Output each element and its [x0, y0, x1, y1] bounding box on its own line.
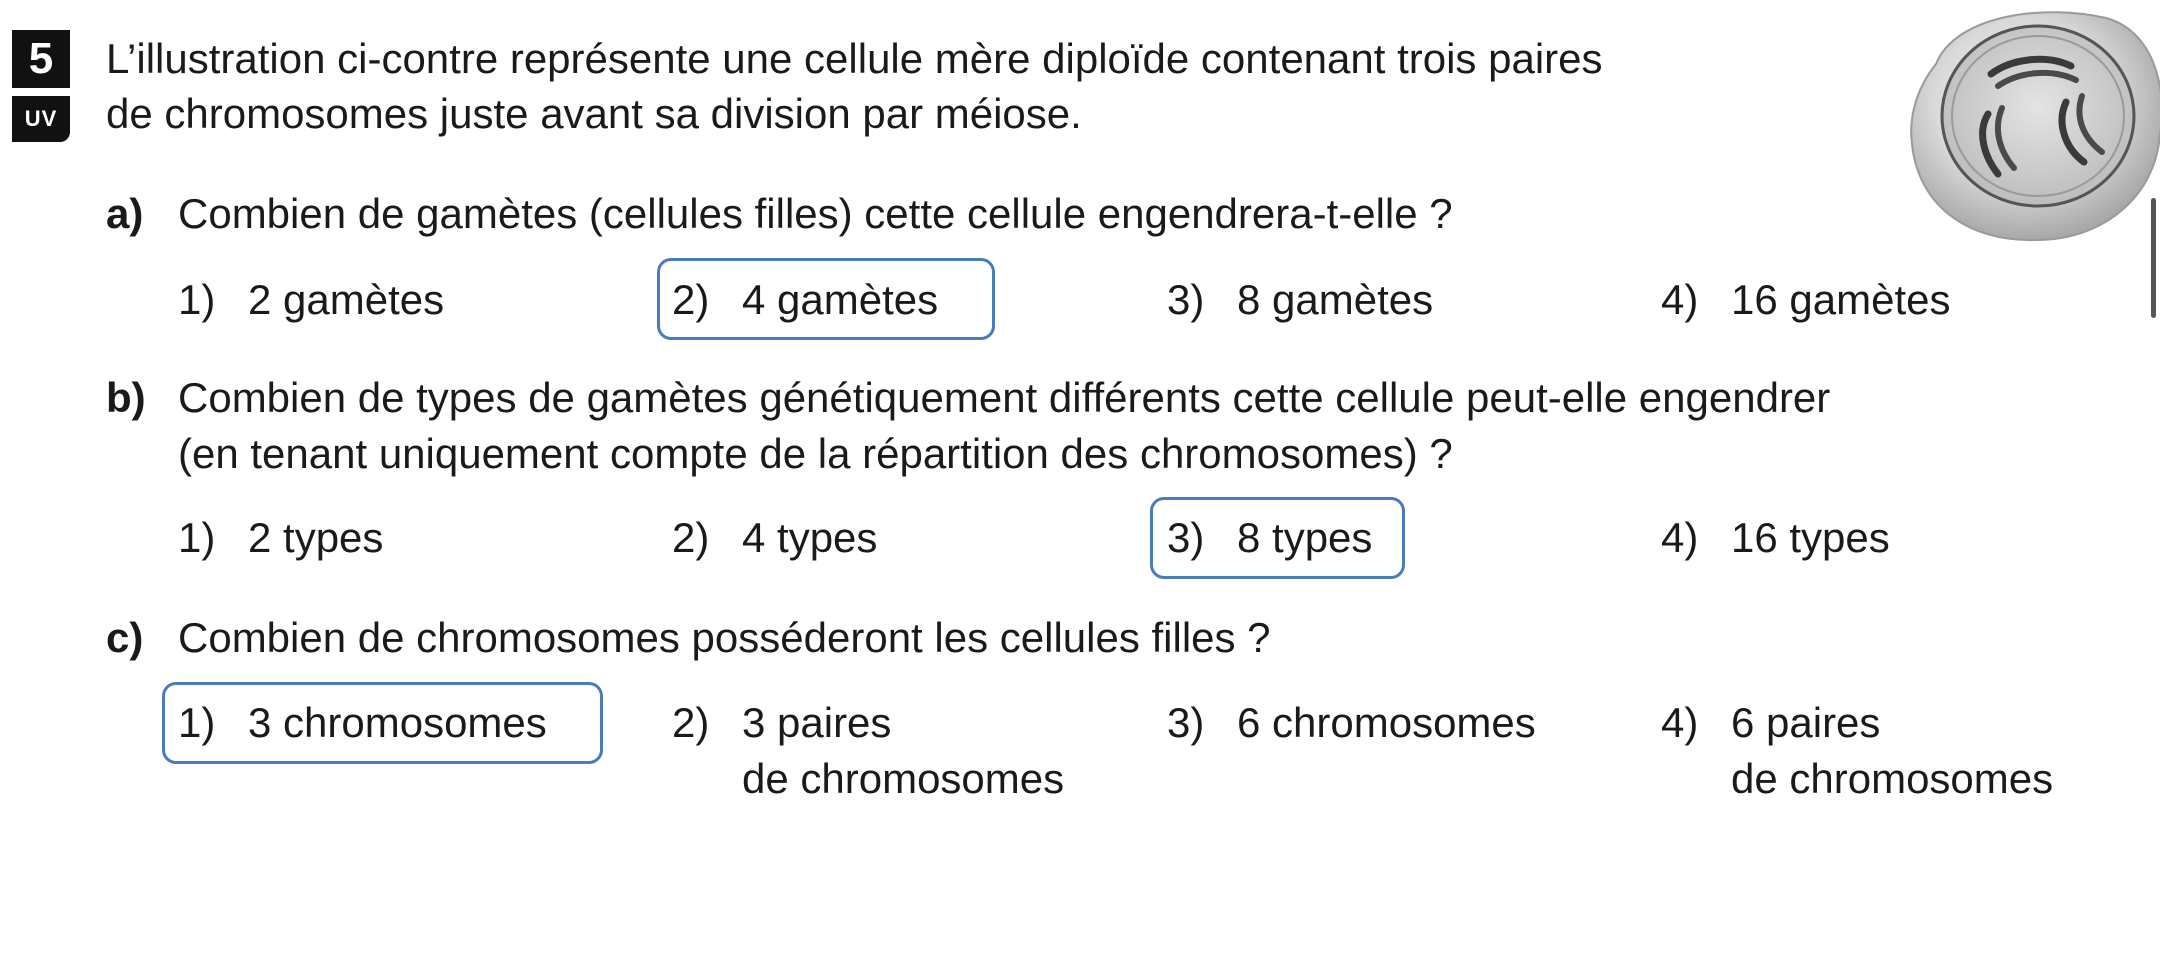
- option-b-2[interactable]: [672, 510, 877, 566]
- option-label: 4 types: [742, 514, 878, 561]
- option-a-3[interactable]: [1167, 272, 1433, 328]
- option-label: 8 types: [1237, 514, 1373, 561]
- option-number: 4): [1661, 699, 1699, 746]
- option-label: 6 paires: [1731, 699, 1881, 746]
- option-number: 3): [1167, 514, 1205, 561]
- option-label: 4 gamètes: [742, 276, 939, 323]
- option-c-4[interactable]: [1661, 695, 1880, 751]
- option-c-4-line-2: de chromosomes: [1731, 755, 2054, 802]
- option-number: 3): [1167, 276, 1205, 323]
- option-label: 16 gamètes: [1731, 276, 1951, 323]
- option-number: 4): [1661, 276, 1699, 323]
- option-number: 1): [178, 276, 216, 323]
- exercise-tag: UV: [12, 96, 70, 142]
- option-number: 2): [672, 276, 710, 323]
- option-b-4[interactable]: [1661, 510, 1890, 566]
- intro-line-1: L’illustration ci-contre représente une cellule mère diploïde contenant trois paires: [106, 35, 1603, 82]
- option-a-2[interactable]: [672, 272, 938, 328]
- option-number: 3): [1167, 699, 1205, 746]
- question-a-text: Combien de gamètes (cellules filles) cette cellule engendrera-t-elle ?: [178, 190, 1453, 237]
- option-b-3[interactable]: [1167, 510, 1372, 566]
- option-label: 16 types: [1731, 514, 1890, 561]
- option-number: 1): [178, 514, 216, 561]
- option-b-1[interactable]: [178, 510, 383, 566]
- option-number: 1): [178, 699, 216, 746]
- question-a-letter: a): [106, 190, 144, 237]
- question-b-text-line-1: Combien de types de gamètes génétiquement différents cette cellule peut-elle engendrer: [178, 374, 1831, 421]
- option-number: 2): [672, 514, 710, 561]
- question-c-text: Combien de chromosomes posséderont les cellules filles ?: [178, 614, 1271, 661]
- cell-illustration-icon: [1906, 4, 2160, 244]
- option-a-1[interactable]: [178, 272, 444, 328]
- option-label: 3 paires: [742, 699, 892, 746]
- question-b-text-line-2: (en tenant uniquement compte de la répartition des chromosomes) ?: [178, 430, 1453, 477]
- option-c-2[interactable]: [672, 695, 891, 751]
- option-a-4[interactable]: [1661, 272, 1950, 328]
- exercise-number: 5: [12, 30, 70, 88]
- question-c-letter: c): [106, 614, 144, 661]
- option-label: 8 gamètes: [1237, 276, 1434, 323]
- intro-line-2: de chromosomes juste avant sa division par méiose.: [106, 90, 1082, 137]
- option-label: 2 gamètes: [248, 276, 445, 323]
- option-number: 2): [672, 699, 710, 746]
- option-number: 4): [1661, 514, 1699, 561]
- question-b-letter: b): [106, 374, 146, 421]
- option-c-2-line-2: de chromosomes: [742, 755, 1065, 802]
- option-label: 3 chromosomes: [248, 699, 547, 746]
- option-c-1[interactable]: [178, 695, 547, 751]
- option-label: 2 types: [248, 514, 384, 561]
- option-label: 6 chromosomes: [1237, 699, 1536, 746]
- vertical-scrollbar[interactable]: [2151, 198, 2156, 318]
- option-c-3[interactable]: [1167, 695, 1536, 751]
